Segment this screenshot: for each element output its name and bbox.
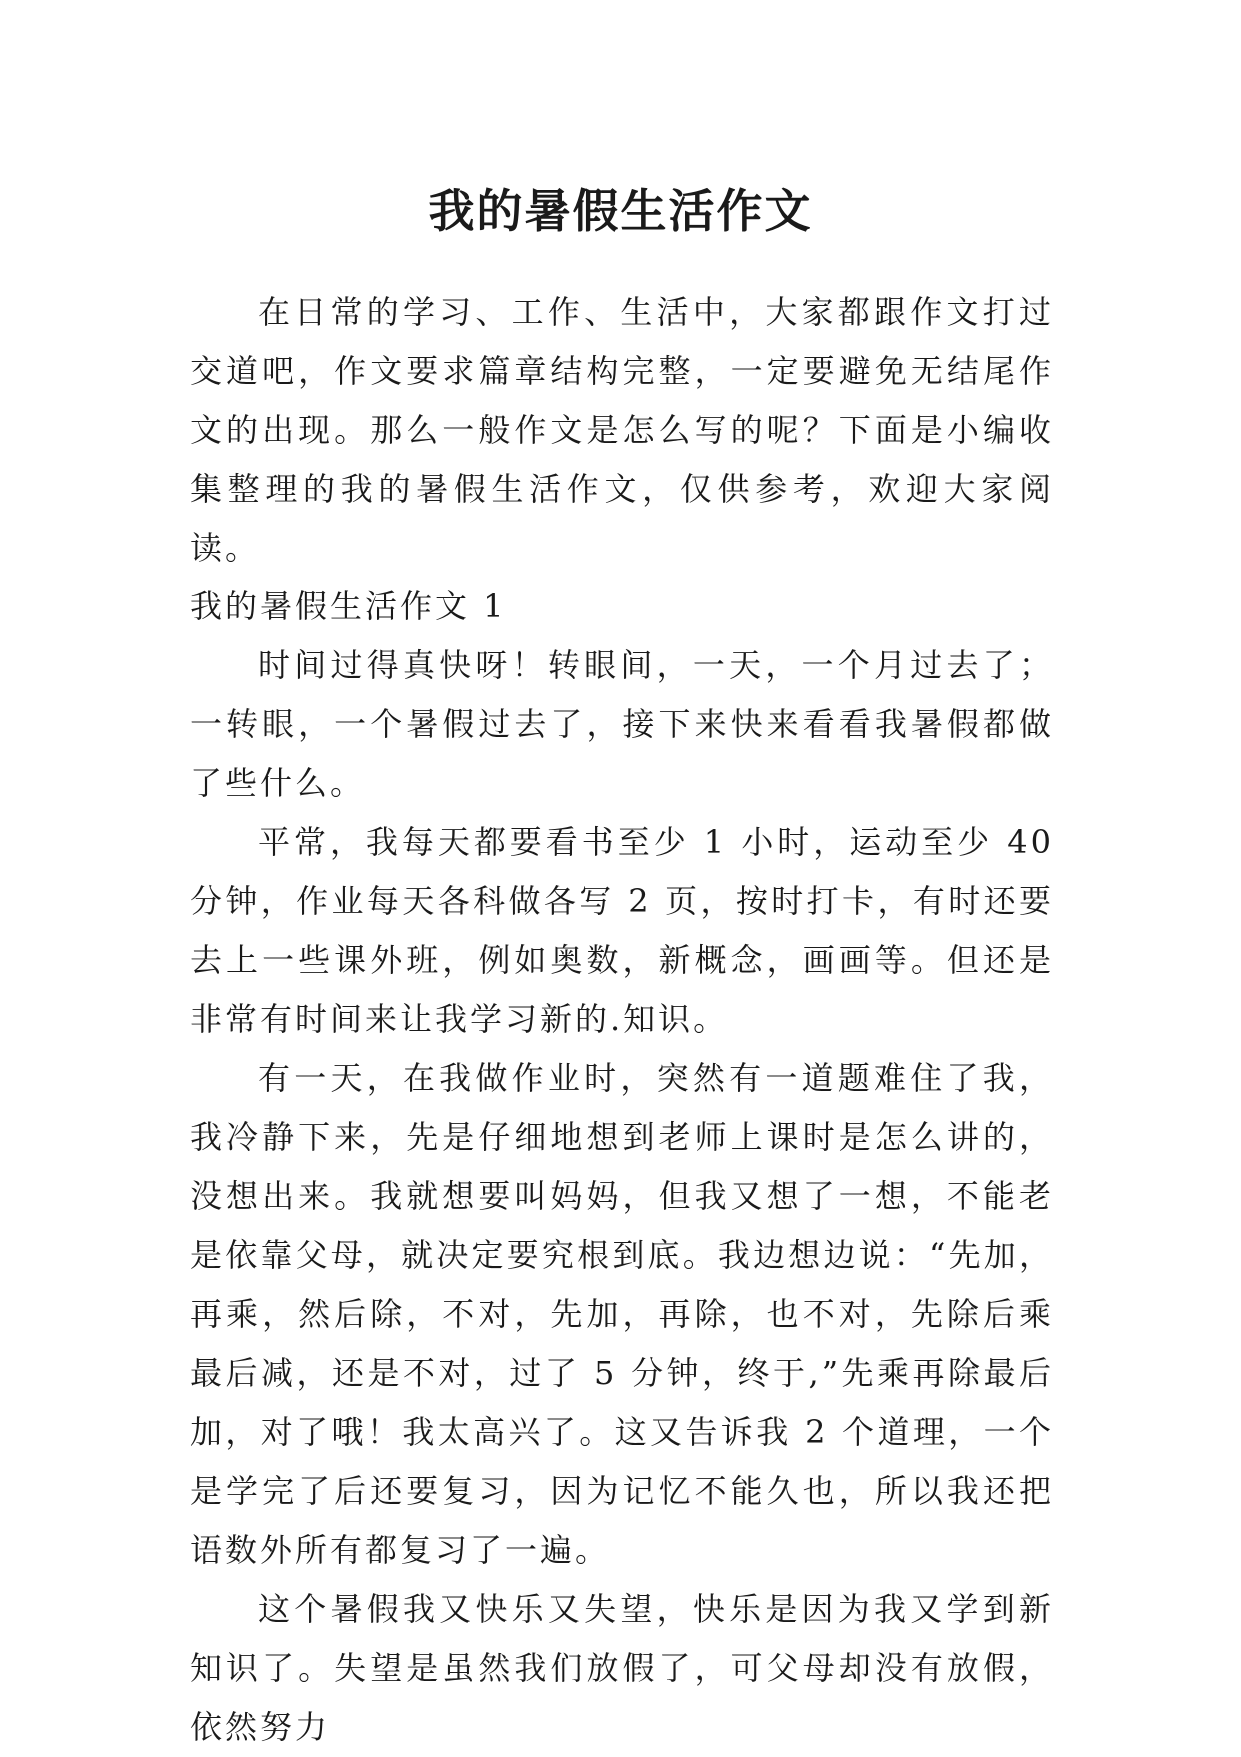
essay-paragraph-1: 时间过得真快呀！转眼间，一天，一个月过去了；一转眼，一个暑假过去了，接下来快来看看我暑假都做了些什么。 xyxy=(190,646,1054,802)
essay-paragraph-3: 有一天，在我做作业时，突然有一道题难住了我，我冷静下来，先是仔细地想到老师上课时是怎么讲的，没想出来。我就想要叫妈妈，但我又想了一想，不能老是依靠父母，就决定要究根到底。我边想边说：“先加，再乘，然后除，不对，先加，再除，也不对，先除后乘最后减，还是不对，过了 5 分钟，终于,”先乘再除最后加，对了哦！我太高兴了。这又告诉我 2 个道理，一个是学完了后还要复习，因为记忆不能久也，所以我还把语数外所有都复习了一遍。 xyxy=(190,1059,1054,1569)
section-heading: 我的暑假生活作文 1 xyxy=(190,587,507,625)
intro-paragraph: 在日常的学习、工作、生活中，大家都跟作文打过交道吧，作文要求篇章结构完整，一定要避免无结尾作文的出现。那么一般作文是怎么写的呢？下面是小编收集整理的我的暑假生活作文，仅供参考，欢迎大家阅读。 xyxy=(190,293,1054,567)
essay-section xyxy=(190,577,1054,1757)
essay-paragraph-2: 平常，我每天都要看书至少 1 小时，运动至少 40 分钟，作业每天各科做各写 2 页，按时打卡，有时还要去上一些课外班，例如奥数，新概念，画画等。但还是非常有时间来让我学习新的.知识。 xyxy=(190,823,1054,1038)
intro-block xyxy=(190,283,1054,578)
essay-paragraph-4: 这个暑假我又快乐又失望，快乐是因为我又学到新知识了。失望是虽然我们放假了，可父母却没有放假，依然努力 xyxy=(190,1590,1054,1746)
document-title: 我的暑假生活作文 xyxy=(428,183,813,238)
